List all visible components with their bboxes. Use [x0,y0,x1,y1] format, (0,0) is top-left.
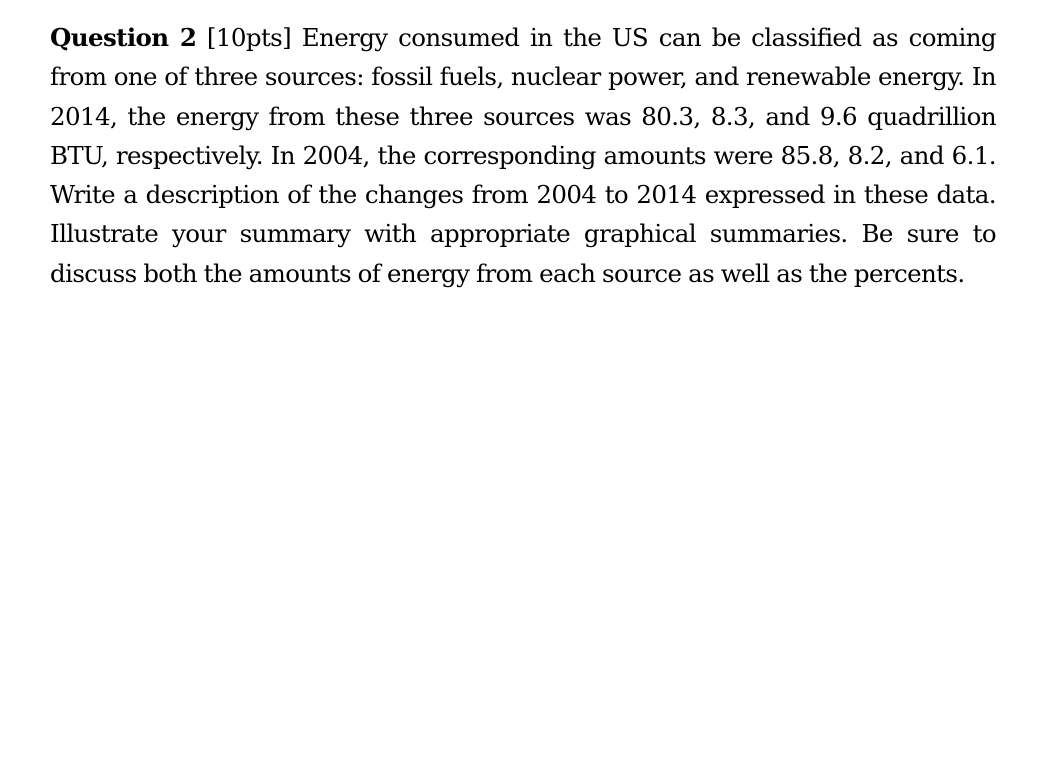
document-page [50,18,996,293]
question-points: [10pts] [206,23,292,52]
question-paragraph [50,18,996,293]
question-text: Energy consumed in the US can be classified as coming from one of three sources: fossil fuels, nuclear power, and renewable energy. In 2014, the energy from these three sources was 80.3, 8.3, and 9.6 quadrillion BTU, respectively. In 2004, the corresponding amounts were 85.8, 8.2, and 6.1. Write a description of the changes from 2004 to 2014 expressed in these data. Illustrate your summary with appropriate graphical summaries. Be sure to discuss both the amounts of energy from each source as well as the percents. [50,23,996,288]
question-label: Question 2 [50,23,197,52]
